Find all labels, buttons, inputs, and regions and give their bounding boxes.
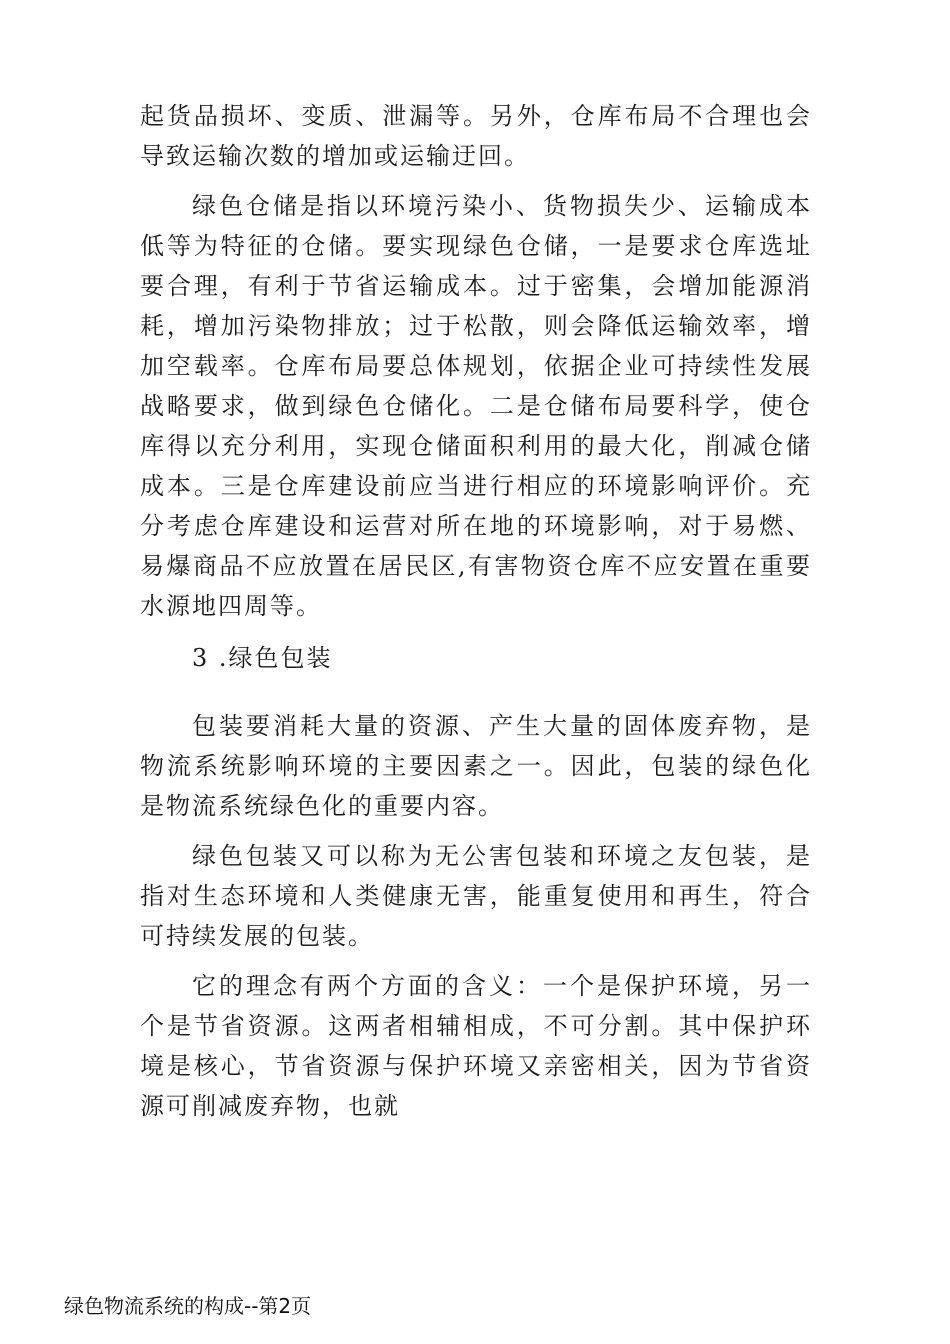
document-body [140, 96, 812, 1136]
section-heading-green-packaging: 3 .绿色包装 [192, 644, 333, 672]
paragraph-green-packaging-definition: 绿色包装又可以称为无公害包装和环境之友包装，是指对生态环境和人类健康无害，能重复使用和再生，符合可持续发展的包装。 [140, 842, 812, 950]
paragraph-packaging-impact: 包装要消耗大量的资源、产生大量的固体废弃物，是物流系统影响环境的主要因素之一。因此，包装的绿色化是物流系统绿色化的重要内容。 [140, 712, 812, 820]
page-footer: 绿色物流系统的构成--第2页 [64, 1294, 312, 1318]
paragraph-continuation: 起货品损坏、变质、泄漏等。另外，仓库布局不合理也会导致运输次数的增加或运输迂回。 [140, 102, 812, 170]
paragraph-green-warehousing: 绿色仓储是指以环境污染小、货物损失少、运输成本低等为特征的仓储。要实现绿色仓储，一是要求仓库选址要合理，有利于节省运输成本。过于密集，会增加能源消耗，增加污染物排放；过于松散，则会降低运输效率，增加空载率。仓库布局要总体规划，依据企业可持续性发展战略要求，做到绿色仓储化。二是仓储布局要科学，使仓库得以充分利用，实现仓储面积利用的最大化，削减仓储成本。三是仓库建设前应当进行相应的环境影响评价。充分考虑仓库建设和运营对所在地的环境影响，对于易燃、易爆商品不应放置在居民区,有害物资仓库不应安置在重要水源地四周等。 [140, 192, 812, 620]
paragraph-packaging-concept: 它的理念有两个方面的含义：一个是保护环境，另一个是节省资源。这两者相辅相成，不可分割。其中保护环境是核心，节省资源与保护环境又亲密相关，因为节省资源可削减废弃物，也就 [140, 972, 812, 1120]
